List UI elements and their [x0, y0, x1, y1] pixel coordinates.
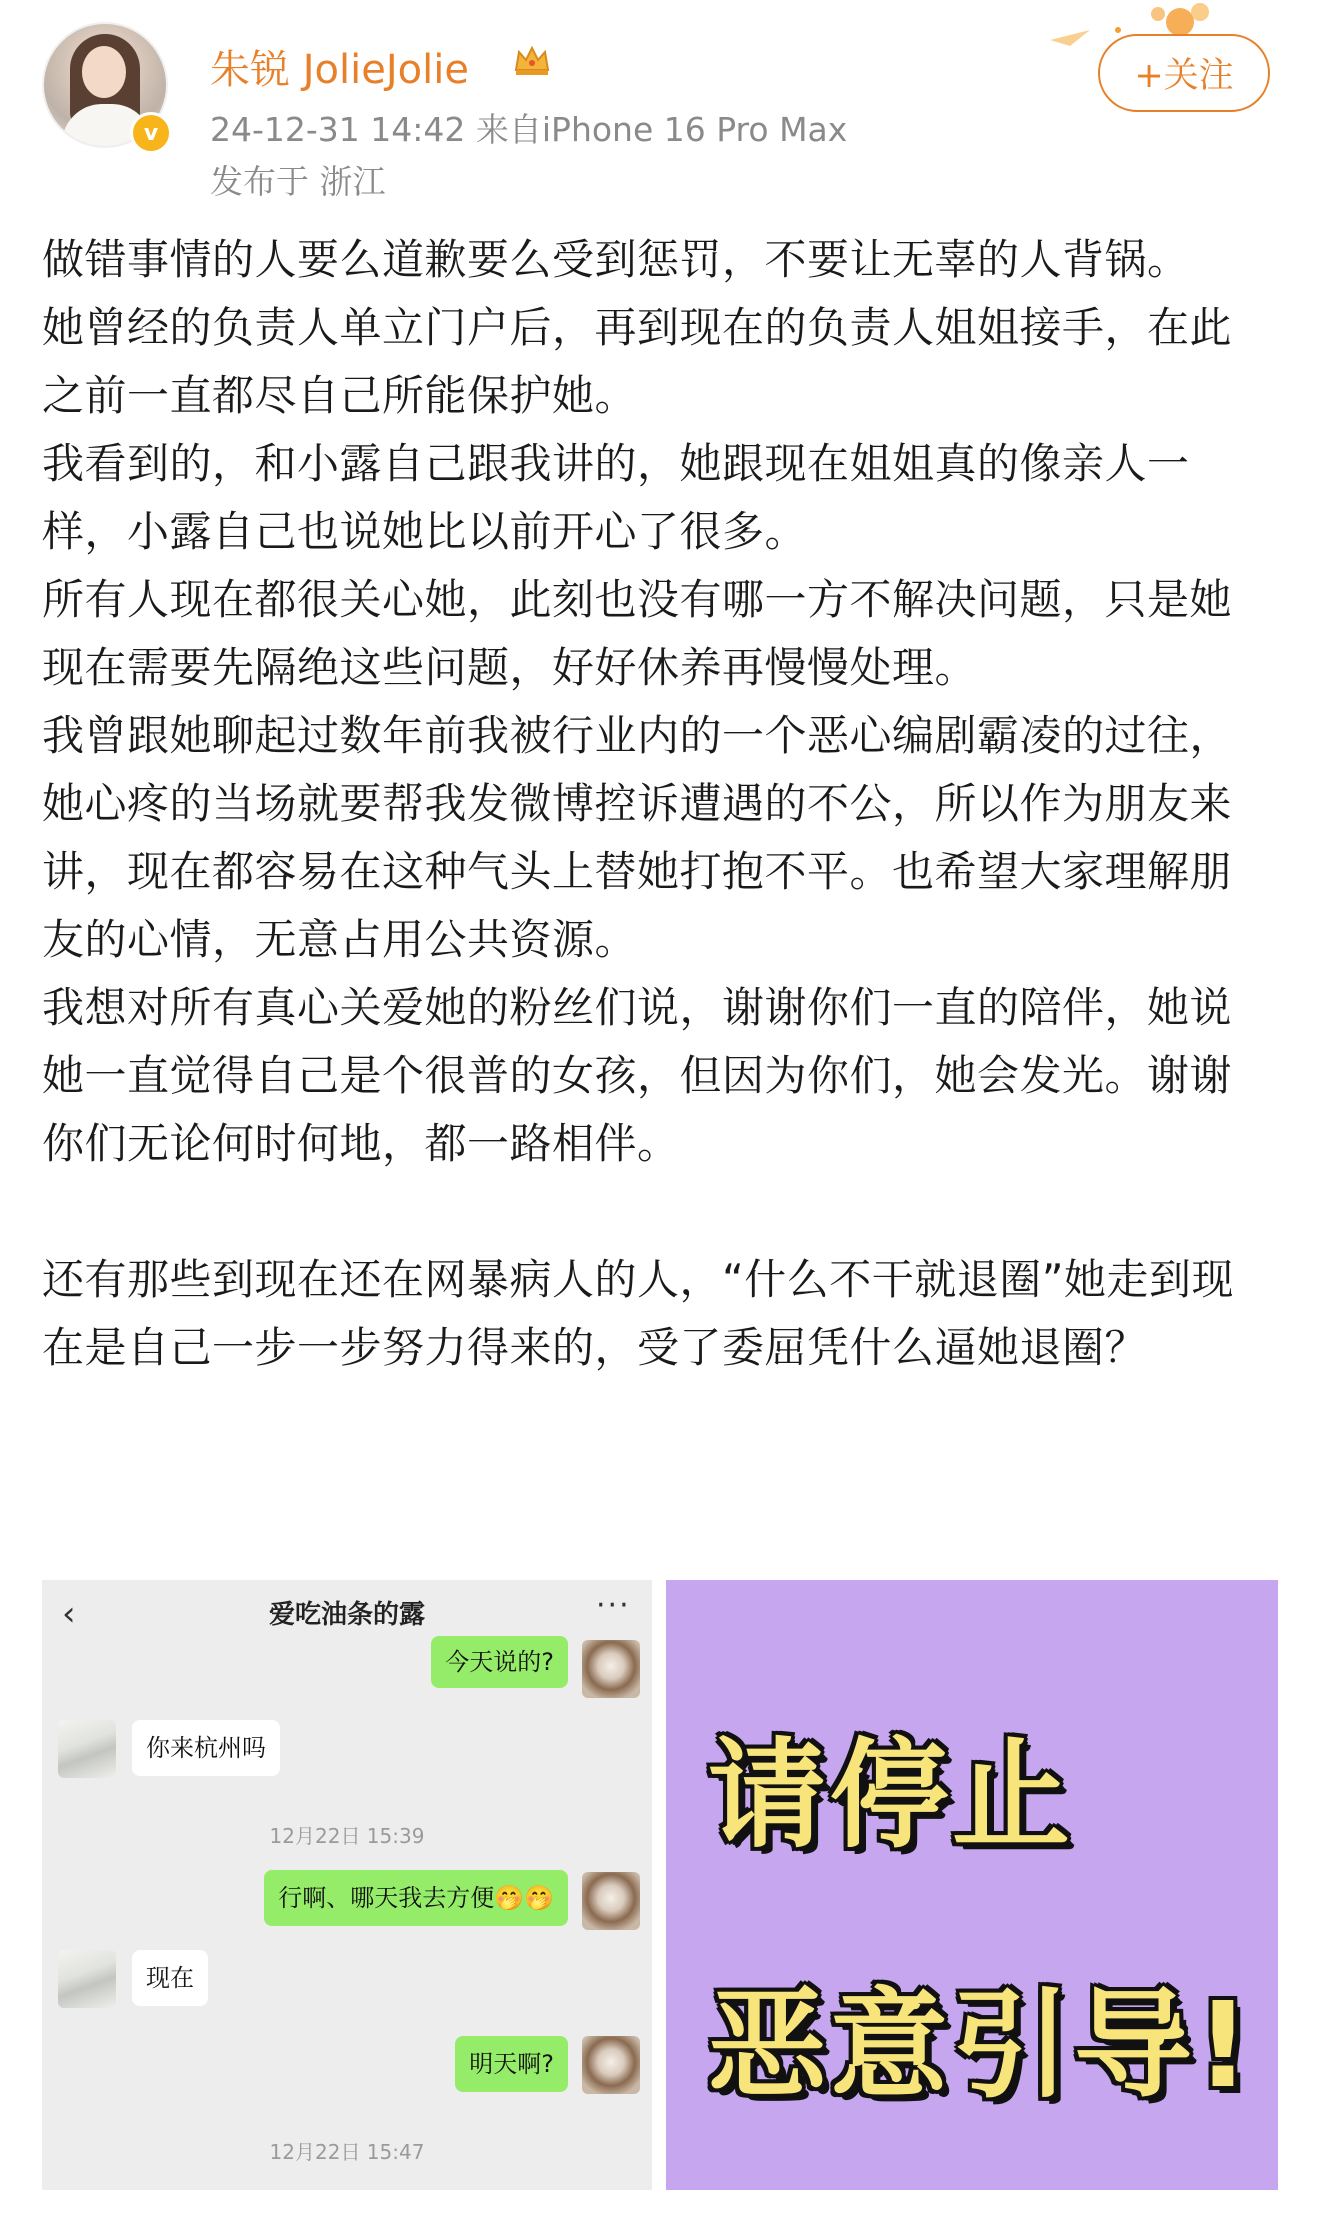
post-header — [0, 0, 1320, 210]
stop-malicious-guidance-image[interactable] — [666, 1580, 1278, 2190]
chat-title: 爱吃油条的露 — [268, 1600, 425, 1630]
post-images — [42, 1580, 1278, 2190]
username[interactable]: 朱锐 JolieJolie — [210, 47, 469, 93]
message-bubble: 现在 — [132, 1950, 208, 2006]
crown-icon — [512, 40, 552, 80]
post-paragraph: 做错事情的人要么道歉要么受到惩罚，不要让无辜的人背锅。 — [42, 235, 1190, 284]
message-bubble: 行啊、哪天我去方便🤭🤭 — [264, 1870, 568, 1926]
message-bubble: 你来杭州吗 — [132, 1720, 280, 1776]
post-content — [42, 226, 1258, 1382]
post-paragraph: 我想对所有真心关爱她的粉丝们说，谢谢你们一直的陪伴，她说她一直觉得自己是个很普的女孩，但因为你们，她会发光。谢谢你们无论何时何地，都一路相伴。 — [42, 983, 1233, 1168]
chat-header — [42, 1580, 652, 1640]
avatar — [58, 1950, 116, 2008]
chat-screenshot-image[interactable] — [42, 1580, 652, 2190]
avatar — [58, 1720, 116, 1778]
chat-timestamp: 12月22日 15:47 — [269, 2140, 425, 2164]
follow-button[interactable]: +关注 — [1098, 34, 1270, 112]
avatar — [582, 2036, 640, 2094]
post-paragraph: 她曾经的负责人单立门户后，再到现在的负责人姐姐接手，在此之前一直都尽自己所能保护她。 — [42, 303, 1233, 420]
avatar — [582, 1640, 640, 1698]
message-bubble: 今天说的? — [431, 1636, 568, 1688]
poster-line: 恶意引导! — [708, 1976, 1254, 2114]
message-bubble: 明天啊? — [455, 2036, 568, 2092]
post-paragraph: 还有那些到现在还在网暴病人的人，“什么不干就退圈”她走到现在是自己一步一步努力得来的，受了委屈凭什么逼她退圈？ — [42, 1255, 1235, 1372]
post-paragraph: 所有人现在都很关心她，此刻也没有哪一方不解决问题，只是她现在需要先隔绝这些问题，好好休养再慢慢处理。 — [42, 575, 1233, 692]
avatar — [582, 1872, 640, 1930]
chevron-left-icon: ‹ — [62, 1594, 76, 1634]
post-paragraph: 我曾跟她聊起过数年前我被行业内的一个恶心编剧霸凌的过往，她心疼的当场就要帮我发微博控诉遭遇的不公，所以作为朋友来讲，现在都容易在这种气头上替她打抱不平。也希望大家理解朋友的心情，无意占用公共资源。 — [42, 711, 1233, 964]
post-location: 发布于 浙江 — [210, 162, 386, 201]
post-paragraph: 我看到的，和小露自己跟我讲的，她跟现在姐姐真的像亲人一样，小露自己也说她比以前开心了很多。 — [42, 439, 1190, 556]
post-meta: 24-12-31 14:42 来自iPhone 16 Pro Max — [210, 110, 848, 149]
chat-timestamp: 12月22日 15:39 — [269, 1824, 425, 1848]
verified-badge-icon: v — [130, 112, 172, 154]
more-dots-icon: ··· — [596, 1588, 631, 1623]
poster-line: 请停止 — [708, 1726, 1075, 1864]
